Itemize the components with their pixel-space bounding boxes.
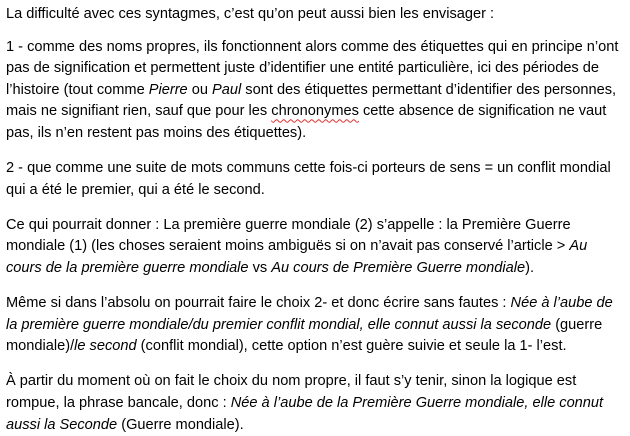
p5-text-b: (Guerre mondiale). [117,416,244,433]
p5-text-a: À partir du moment où on fait le choix du nom propre, il faut s’y tenir, sinon la logique est rompue, la phrase bancale, donc : [6,373,577,411]
paragraph-5 [6,371,626,436]
paragraph-3 [6,215,626,280]
p3-text-c: ). [525,259,535,276]
p4-emphasis-1: Née à l’aube de la première guerre mondiale/du premier conflit mondial, elle connut aussi la seconde [6,295,613,333]
p3-text-b: vs [248,259,272,276]
p3-emphasis-1: Au cours de la première guerre mondiale [6,238,588,276]
paragraph-1 [6,37,626,145]
p3-emphasis-2: Au cours de Première Guerre mondiale [271,259,526,276]
p1-text-a: 1 - comme des noms propres, ils fonctionnent alors comme des étiquettes qui en principe n’ont pas de signification et permettent juste d’identifier une entité particulière, ici des périodes de l’histoire (tout comme [6,38,619,98]
paragraph-4 [6,293,626,358]
p1-text-c: sont des étiquettes permettant d’identifier des personnes, mais ne signifiant rien, sauf que pour les [6,81,617,120]
paragraph-2: 2 - que comme une suite de mots communs cette fois-ci porteurs de sens = un conflit mondial qui a été le premier, qui a été le second. [6,160,611,198]
document-body [6,4,626,436]
p4-text-c: (conflit mondial), cette option n’est guère suivie et seule la 1- l’est. [136,338,567,355]
p1-text-b: ou [187,81,213,98]
p5-emphasis-1: Née à l’aube de la Première Guerre mondiale, elle connut aussi la Seconde [6,394,604,433]
p4-text-a: Même si dans l’absolu on pourrait faire le choix 2- et donc écrire sans fautes : [6,295,511,312]
p4-emphasis-2: le second [74,338,137,355]
p3-text-a: Ce qui pourrait donner : La première guerre mondiale (2) s’appelle : la Première Guerre mondiale (1) (les choses seraient moins ambiguës si on n’avait pas conservé l’article > [6,216,571,255]
intro-paragraph: La difficulté avec ces syntagmes, c’est qu’on peut aussi bien les envisager : [6,6,495,22]
p1-emphasis-pierre: Pierre [148,81,188,98]
p4-text-b: (guerre mondiale)/ [6,316,603,355]
p1-emphasis-paul: Paul [212,81,242,98]
spellcheck-word-chrononymes[interactable]: chrononymes [271,103,359,120]
p1-text-d: cette absence de signification ne vaut pas, ils n’en restent pas moins des étiquettes). [6,103,607,141]
